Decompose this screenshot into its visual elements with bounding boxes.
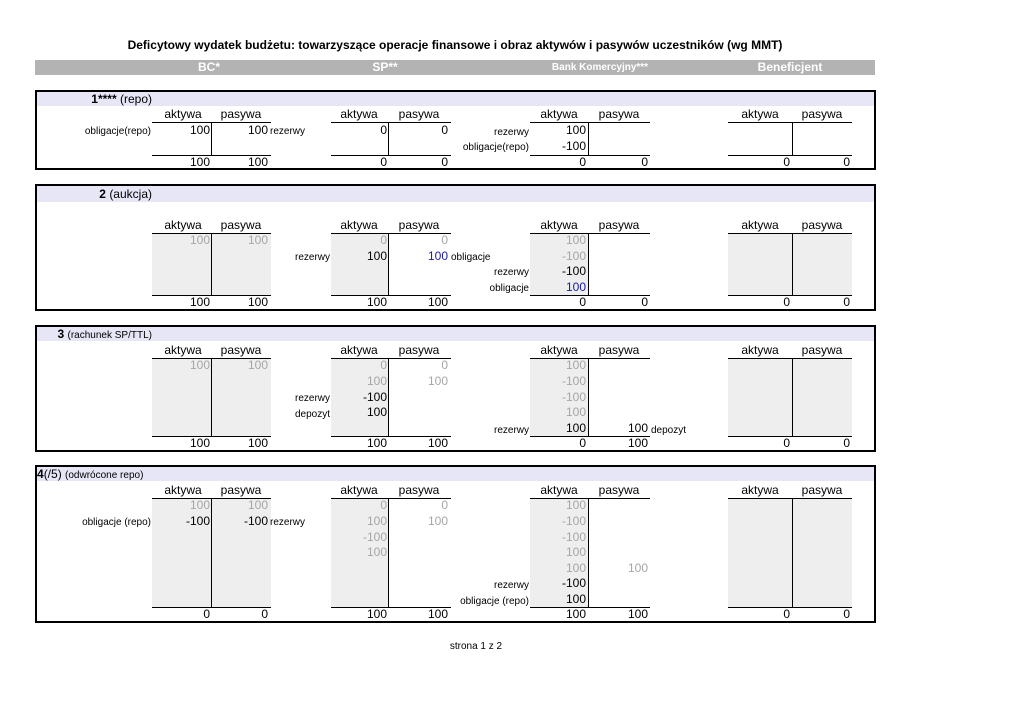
bank-assets-head: aktywa [540,107,578,121]
bank-asset-value: -100 [561,139,586,153]
section-header [37,327,874,341]
ben-assets-total: 0 [783,155,790,169]
row-label: obligacje(repo) [84,126,151,137]
sp-liability-value: 0 [441,358,448,372]
bank-asset-value: 100 [565,498,586,512]
bank-liabilities-total: 0 [641,295,648,309]
section-repo [35,90,876,170]
bank-asset-value: 100 [565,233,586,247]
bc-asset-value: 100 [189,498,210,512]
bank-asset-value: 100 [565,358,586,372]
sp-assets-total: 0 [380,155,387,169]
sp-assets-head: aktywa [340,343,378,357]
t-account-divider [792,358,793,436]
t-account-line [728,233,852,234]
column-header-sp: SP** [372,60,398,74]
bank-asset-value: 100 [565,561,586,575]
ben-liabilities-head: pasywa [801,107,843,121]
bc-liability-value: 100 [247,233,268,247]
bank-asset-value: -100 [561,374,586,388]
bank-asset-value: 100 [565,123,586,137]
sp-liabilities-head: pasywa [398,483,440,497]
ben-liabilities-total: 0 [843,295,850,309]
sp-assets-head: aktywa [340,107,378,121]
ben-liabilities-total: 0 [843,155,850,169]
bc-liability-value: 100 [247,498,268,512]
column-header-beneficiary: Beneficjent [757,60,823,74]
sp-asset-value: 100 [366,514,387,528]
sp-liabilities-total: 100 [427,436,448,450]
page-number: strona 1 z 2 [449,641,503,652]
t-account-divider [792,122,793,155]
bank-assets-total: 0 [579,155,586,169]
bank-asset-value: -100 [561,514,586,528]
sp-liability-value: 0 [441,498,448,512]
bank-liabilities-head: pasywa [598,483,640,497]
bc-assets-head: aktywa [164,483,202,497]
bank-assets-total: 0 [579,436,586,450]
ben-assets-total: 0 [783,436,790,450]
bc-liabilities-total: 100 [247,436,268,450]
bc-liabilities-total: 100 [247,155,268,169]
bc-assets-head: aktywa [164,107,202,121]
sp-asset-value: 100 [366,545,387,559]
ben-assets-total: 0 [783,295,790,309]
sp-assets-total: 100 [366,436,387,450]
ben-liabilities-head: pasywa [801,218,843,232]
t-account-shade [728,358,852,436]
bc-liability-value: 100 [247,358,268,372]
t-account-line [728,122,852,123]
section-header [37,467,874,481]
sp-liabilities-total: 100 [427,607,448,621]
sp-assets-total: 100 [366,607,387,621]
ben-assets-head: aktywa [741,107,779,121]
bank-assets-total: 0 [579,295,586,309]
sp-asset-value: 0 [380,498,387,512]
sp-liability-value: 0 [441,123,448,137]
row-label: depozyt [651,425,687,436]
bc-assets-head: aktywa [164,343,202,357]
ben-liabilities-total: 0 [843,607,850,621]
row-label: rezerwy [294,252,330,263]
t-account-divider [792,498,793,607]
bank-liabilities-total: 100 [627,607,648,621]
bc-asset-value: 100 [189,233,210,247]
section-header [37,186,874,202]
column-header-bar [35,60,875,75]
bc-asset-value: 100 [189,123,210,137]
bank-asset-value: -100 [561,390,586,404]
row-label: rezerwy [270,126,306,137]
bank-liability-value: 100 [627,421,648,435]
bank-asset-value: -100 [561,530,586,544]
bank-liability-value: 100 [627,561,648,575]
bc-asset-value: 100 [189,358,210,372]
section-auction [35,184,876,311]
bank-liabilities-total: 0 [641,155,648,169]
t-account-divider [792,233,793,295]
sp-liabilities-total: 0 [441,155,448,169]
row-label: rezerwy [294,393,330,404]
bank-asset-value: 100 [565,545,586,559]
column-header-bank: Bank Komercyjny*** [551,62,649,73]
section-reverse-repo [35,465,876,623]
bc-assets-head: aktywa [164,218,202,232]
bank-asset-value: 100 [565,421,586,435]
t-account-divider [588,122,589,155]
sp-asset-value: 100 [366,249,387,263]
sp-asset-value: -100 [362,530,387,544]
sp-asset-value: 100 [366,374,387,388]
bank-asset-value: -100 [561,249,586,263]
bc-asset-value: -100 [185,514,210,528]
bank-asset-value: 100 [565,592,586,606]
row-label: rezerwy [493,267,529,278]
ben-assets-head: aktywa [741,343,779,357]
row-label: obligacje (repo) [82,517,151,528]
sp-asset-value: 0 [380,233,387,247]
t-account-shade [728,233,852,295]
section-label: 3 (rachunek SP/TTL) [57,327,152,341]
bank-asset-value: -100 [561,576,586,590]
bank-liabilities-head: pasywa [598,343,640,357]
sp-liability-value: 0 [441,233,448,247]
row-label: obligacje(repo) [462,142,529,153]
sp-assets-total: 100 [366,295,387,309]
sp-liabilities-total: 100 [427,295,448,309]
t-account-line [728,358,852,359]
bank-assets-head: aktywa [540,483,578,497]
bc-assets-total: 100 [189,155,210,169]
bank-asset-value: 100 [565,405,586,419]
bank-liabilities-head: pasywa [598,218,640,232]
ben-assets-total: 0 [783,607,790,621]
sp-assets-head: aktywa [340,218,378,232]
bank-assets-head: aktywa [540,218,578,232]
t-account-divider [588,498,589,607]
t-account-divider [588,233,589,295]
row-label: rezerwy [493,580,529,591]
bc-liabilities-head: pasywa [220,483,262,497]
bc-liabilities-total: 100 [247,295,268,309]
section-header [37,92,874,106]
bank-liabilities-head: pasywa [598,107,640,121]
ben-assets-head: aktywa [741,483,779,497]
section-label: 4(/5) (odwrócone repo) [37,467,144,481]
section-label: 2 (aukcja) [99,187,152,201]
bc-liability-value: 100 [247,123,268,137]
row-label: depozyt [294,409,330,420]
sp-asset-value: 0 [380,358,387,372]
section-label: 1**** (repo) [91,92,152,106]
page-title: Deficytowy wydatek budżetu: towarzyszące operacje finansowe i obraz aktywów i pasywów uczestników (wg MMT) [127,38,783,52]
sp-assets-head: aktywa [340,483,378,497]
row-label: obligacje (repo) [460,596,529,607]
t-account-line [728,498,852,499]
ben-liabilities-head: pasywa [801,343,843,357]
row-label: obligacje [451,252,491,263]
bc-liabilities-head: pasywa [220,107,262,121]
bc-liabilities-total: 0 [261,607,268,621]
sp-asset-value: 100 [366,405,387,419]
section-sp-account [35,325,876,452]
bank-liabilities-total: 100 [627,436,648,450]
sp-asset-value: 0 [380,123,387,137]
row-label: rezerwy [493,127,529,138]
sp-liabilities-head: pasywa [398,218,440,232]
ben-assets-head: aktywa [741,218,779,232]
bank-asset-value: 100 [565,280,586,294]
bc-assets-total: 100 [189,436,210,450]
sp-liabilities-head: pasywa [398,343,440,357]
bc-liabilities-head: pasywa [220,343,262,357]
ben-liabilities-total: 0 [843,436,850,450]
row-label: rezerwy [493,425,529,436]
bank-assets-head: aktywa [540,343,578,357]
bc-liability-value: -100 [243,514,268,528]
bank-asset-value: -100 [561,264,586,278]
sp-liability-value: 100 [427,249,448,263]
sp-liabilities-head: pasywa [398,107,440,121]
bc-liabilities-head: pasywa [220,218,262,232]
row-label: obligacje [489,283,529,294]
t-account-shade [728,498,852,607]
bc-assets-total: 100 [189,295,210,309]
row-label: rezerwy [270,517,306,528]
sp-liability-value: 100 [427,374,448,388]
ben-liabilities-head: pasywa [801,483,843,497]
bank-assets-total: 100 [565,607,586,621]
bc-assets-total: 0 [203,607,210,621]
column-header-bc: BC* [197,60,220,74]
sp-liability-value: 100 [427,514,448,528]
sp-asset-value: -100 [362,390,387,404]
